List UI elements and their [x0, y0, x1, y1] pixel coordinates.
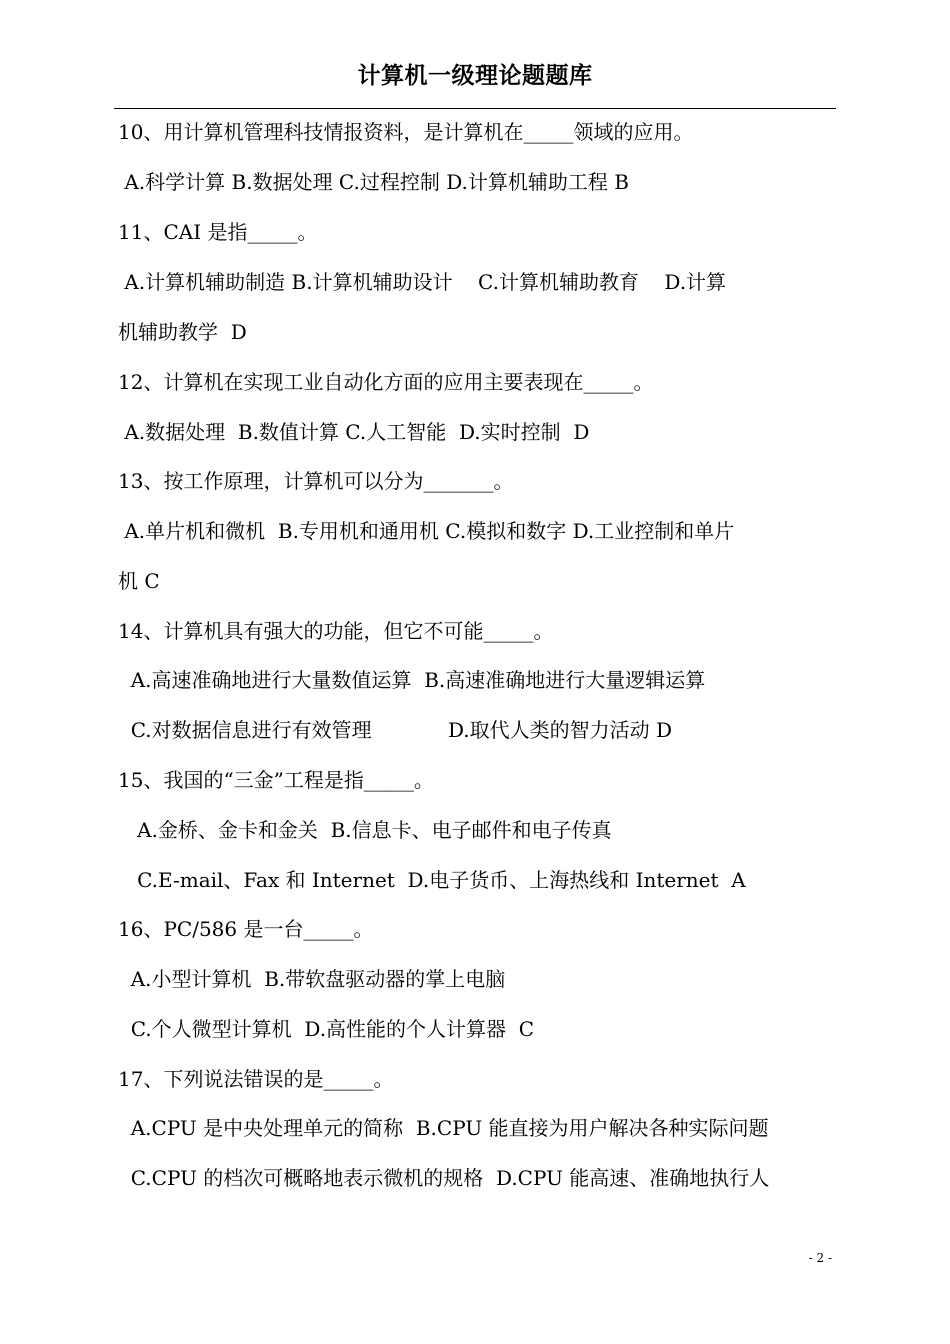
page-number: - 2 -: [808, 1251, 832, 1265]
question-15-text: 15、我国的“三金”工程是指_____。: [118, 768, 434, 792]
question-10-text: 10、用计算机管理科技情报资料，是计算机在_____领域的应用。: [118, 120, 694, 144]
question-14-options-cd: C.对数据信息进行有效管理 D.取代人类的智力活动 D: [118, 718, 673, 742]
question-14-options-ab: A.高速准确地进行大量数值运算 B.高速准确地进行大量逻辑运算: [118, 668, 706, 692]
question-15-options-ab: A.金桥、金卡和金关 B.信息卡、电子邮件和电子传真: [118, 818, 612, 842]
question-17-text: 17、下列说法错误的是_____。: [118, 1067, 394, 1091]
question-11-text: 11、CAI 是指_____。: [118, 220, 318, 244]
question-11-options: A.计算机辅助制造 B.计算机辅助设计 C.计算机辅助教育 D.计算: [118, 270, 727, 294]
question-12-text: 12、计算机在实现工业自动化方面的应用主要表现在_____。: [118, 370, 654, 394]
question-16-options-ab: A.小型计算机 B.带软盘驱动器的掌上电脑: [118, 967, 506, 991]
question-15-options-cd: C.E-mail、Fax 和 Internet D.电子货币、上海热线和 Internet A: [118, 868, 746, 892]
question-10-options: A.科学计算 B.数据处理 C.过程控制 D.计算机辅助工程 B: [118, 170, 629, 194]
question-13-options-continued: 机 C: [118, 569, 160, 593]
question-13-text: 13、按工作原理，计算机可以分为_______。: [118, 469, 514, 493]
header-divider: [114, 108, 836, 109]
question-16-text: 16、PC/586 是一台_____。: [118, 917, 374, 941]
question-12-options: A.数据处理 B.数值计算 C.人工智能 D.实时控制 D: [118, 420, 590, 444]
question-14-text: 14、计算机具有强大的功能，但它不可能_____。: [118, 619, 554, 643]
question-16-options-cd: C.个人微型计算机 D.高性能的个人计算器 C: [118, 1017, 535, 1041]
question-11-options-continued: 机辅助教学 D: [118, 320, 247, 344]
question-13-options: A.单片机和微机 B.专用机和通用机 C.模拟和数字 D.工业控制和单片: [118, 519, 735, 543]
page-title: 计算机一级理论题题库: [357, 63, 593, 89]
question-17-options-ab: A.CPU 是中央处理单元的简称 B.CPU 能直接为用户解决各种实际问题: [118, 1116, 769, 1140]
question-17-options-cd: C.CPU 的档次可概略地表示微机的规格 D.CPU 能高速、准确地执行人: [118, 1166, 770, 1190]
